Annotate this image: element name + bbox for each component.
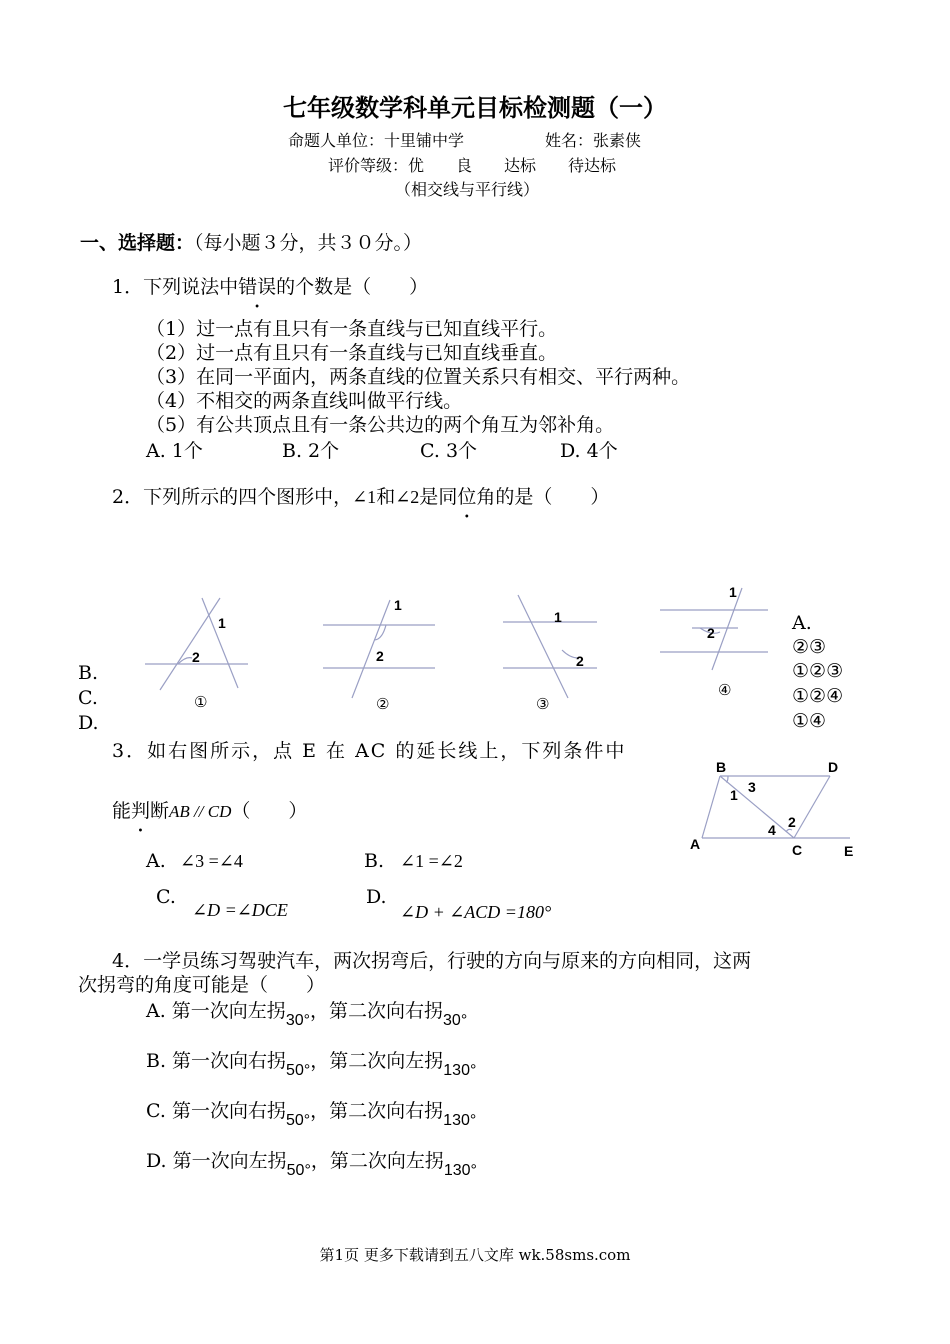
q2-option-c-value: ①②④ — [792, 685, 844, 707]
q4-option-angle: 30° — [443, 1012, 468, 1029]
q3-label-b: B — [716, 760, 727, 775]
q3-label-c: C — [792, 842, 803, 858]
q4-option-mid: ，第二次向左拐 — [310, 1150, 444, 1172]
q3-angle-1: 1 — [730, 787, 738, 803]
q4-option-label: B. 第一次向右拐 — [146, 1050, 287, 1072]
q3-option-c-label: C. — [156, 886, 176, 908]
q2-option-c: C. — [78, 687, 98, 709]
q3-option-c: ∠D =∠DCE — [192, 900, 288, 920]
q3-paren: （ ） — [231, 800, 308, 822]
fig4-label: ④ — [718, 682, 732, 699]
q2-option-a: A. — [792, 612, 812, 634]
fig1-label: ① — [194, 694, 208, 711]
q4-stem-line2: 次拐弯的角度可能是（ ） — [78, 974, 326, 996]
q4-option-label: D. 第一次向左拐 — [146, 1150, 287, 1172]
q4-option-c — [146, 1096, 477, 1129]
q4-option-mid: ，第二次向右拐 — [310, 1000, 444, 1022]
q4-option-angle: 130° — [443, 1062, 477, 1079]
fig4-angle1: 1 — [729, 584, 737, 600]
q1-item: （1）过一点有且只有一条直线与已知直线平行。 — [146, 318, 558, 340]
q2-emphasis: 同位角 — [438, 486, 496, 508]
q3-option-b-label: B. — [364, 850, 385, 872]
q2-stem-c: 的是（ ） — [495, 486, 610, 508]
q3-stem: 3．如右图所示，点 E 在 AC 的延长线上，下列条件中 — [112, 740, 627, 762]
q1-option-a: A. 1个 — [146, 440, 203, 462]
q1-option-d: D. 4个 — [560, 440, 618, 462]
q4-option-label: A. 第一次向左拐 — [146, 1000, 286, 1022]
q3-label-e: E — [844, 843, 854, 859]
fig2-label: ② — [376, 696, 390, 713]
q4-option-angle: 50° — [286, 1162, 311, 1179]
q3-option-d: ∠D + ∠ACD =180° — [400, 902, 552, 922]
q4-option-angle: 30° — [285, 1012, 311, 1029]
q3-option-a-label: A. — [146, 850, 166, 872]
q2-option-d: D. — [78, 712, 99, 734]
q3-option-b: ∠1 =∠2 — [400, 851, 463, 871]
q4-option-d — [146, 1146, 477, 1179]
section-note: （每小题３分，共３０分。） — [194, 232, 423, 254]
section-heading — [80, 228, 422, 255]
q2-and: 和 — [376, 486, 396, 508]
q3-parallel: AB // CD — [169, 802, 232, 821]
q3-line-cd — [794, 776, 830, 838]
q1-item: （3）在同一平面内，两条直线的位置关系只有相交、平行两种。 — [146, 366, 691, 388]
section-title: 一、选择题： — [80, 232, 195, 254]
q1-item: （2）过一点有且只有一条直线与已知直线垂直。 — [146, 342, 558, 364]
q4-option-angle: 130° — [443, 1112, 477, 1129]
q2-option-d-value: ①④ — [792, 710, 827, 732]
q2-option-b-value: ①②③ — [792, 660, 844, 682]
q3-angle-2: 2 — [788, 814, 796, 830]
q4-option-mid: ，第二次向右拐 — [310, 1100, 444, 1122]
fig1-angle1: 1 — [218, 615, 226, 631]
page-title: 七年级数学科单元目标检测题（一） — [283, 94, 667, 122]
topic: （相交线与平行线） — [395, 180, 540, 199]
fig2-angle1: 1 — [394, 597, 402, 613]
q3-figure — [680, 760, 870, 870]
q3-label-a: A — [690, 836, 701, 852]
q1-emphasis: 错误 — [238, 276, 277, 298]
author-unit: 命题人单位：十里铺中学 — [288, 131, 465, 150]
q1-item: （4）不相交的两条直线叫做平行线。 — [146, 390, 463, 412]
q2-figures — [0, 570, 790, 720]
q2-angle2: ∠2 — [395, 487, 420, 507]
fig2-line — [352, 600, 390, 698]
q3-angle-3: 3 — [748, 779, 756, 795]
fig3-angle1: 1 — [554, 609, 562, 625]
author-name: 姓名：张素侠 — [545, 131, 642, 150]
q4-option-angle: 50° — [286, 1062, 311, 1079]
q2-option-b: B. — [78, 662, 99, 684]
q4-option-mid: ，第二次向左拐 — [310, 1050, 444, 1072]
fig4-angle2: 2 — [707, 625, 715, 641]
fig3-angle2: 2 — [576, 653, 584, 669]
fig2-angle2: 2 — [376, 648, 384, 664]
q4-option-b — [146, 1046, 477, 1079]
fig4-line — [712, 588, 742, 670]
q1-stem-a: 1．下列说法中 — [112, 276, 239, 298]
q4-option-angle: 130° — [443, 1162, 477, 1179]
q3-line-ab — [702, 776, 720, 838]
q3-option-a: ∠3 =∠4 — [180, 851, 243, 871]
q3-emphasis: 能判断 — [112, 800, 170, 822]
q4-stem-line1: 4．一学员练习驾驶汽车，两次拐弯后，行驶的方向与原来的方向相同，这两 — [112, 950, 752, 972]
q2-angle1: ∠1 — [352, 487, 377, 507]
q3-option-d-label: D. — [366, 886, 387, 908]
q1-stem-b: 的个数是（ ） — [276, 276, 429, 298]
q3-label-d: D — [828, 760, 839, 775]
q1-stem — [112, 272, 428, 299]
q3-stem-line2 — [112, 796, 307, 823]
q2-stem-a: 2．下列所示的四个图形中， — [112, 486, 353, 508]
fig1-line — [160, 598, 220, 690]
page-footer: 第1页 更多下载请到五八文库 wk.58sms.com — [319, 1246, 631, 1264]
fig3-label: ③ — [536, 696, 550, 713]
grade-levels: 评价等级：优 良 达标 待达标 — [328, 156, 617, 175]
q4-option-angle: 50° — [285, 1112, 311, 1129]
q2-option-a-value: ②③ — [792, 636, 827, 658]
q2-stem — [112, 482, 609, 509]
fig1-angle2: 2 — [192, 649, 200, 665]
q1-option-b: B. 2个 — [282, 440, 340, 462]
q4-option-a — [146, 996, 468, 1029]
q1-item: （5）有公共顶点且有一条公共边的两个角互为邻补角。 — [146, 414, 615, 436]
q3-line-bc — [720, 776, 794, 838]
q4-option-label: C. 第一次向右拐 — [146, 1100, 286, 1122]
q1-option-c: C. 3个 — [420, 440, 478, 462]
fig1-line — [202, 598, 238, 688]
q3-angle-4: 4 — [768, 822, 776, 838]
q2-stem-b: 是 — [419, 486, 439, 508]
